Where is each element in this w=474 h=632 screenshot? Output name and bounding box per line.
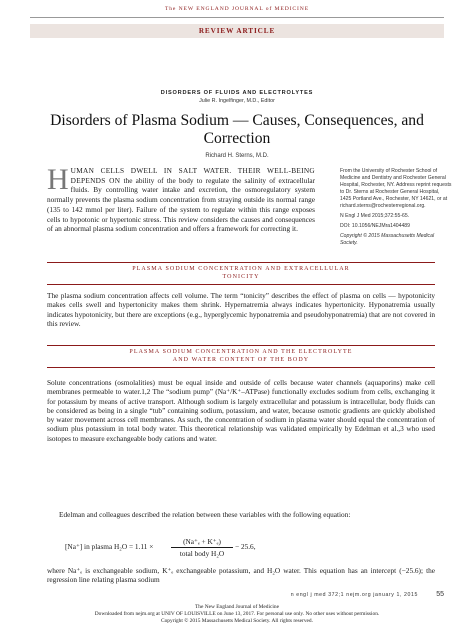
equation-denominator: total body H₂O [179,549,225,558]
download-notice [0,604,474,626]
section-heading-line: TONICITY [222,273,260,280]
page-number: 55 [436,591,444,598]
citation-text: N Engl J Med 2015;372:55-65. [340,213,410,219]
section-body-water-paragraph: Solute concentrations (osmolalities) must be equal inside and outside of cells because water channels (aquaporins) make cell membranes permeable to water.1,2 The “sodium pump” (Na⁺/K⁺–ATPase) functionally excludes sodium from cells, exchanging it for potassium by means of active transport. Although sodium is largely extracellular and potassium is intracellular, body fluids can be considered as being in a single “tub” containing sodium, potassium, and water, because osmotic gradients are quickly abolished by water movement across cell membranes. As such, the concentration of sodium in plasma water should equal the concentration of sodium plus potassium in total body water. This theoretical relationship was validated empirically by Edelman et al.,3 who used isotopes to measure exchangeable body cations and water. [47,378,435,443]
header-rule [30,17,444,18]
author-affiliation-sidebar [340,168,452,250]
running-footer-text: n engl j med 372;1 nejm.org january 1, 2015 [290,592,418,598]
section-heading-tonicity [47,262,435,285]
download-notice-line: Downloaded from nejm.org at UNIV OF LOUISVILLE on June 13, 2017. For personal use only. No other uses without permission. [94,611,380,618]
journal-header: The NEW ENGLAND JOURNAL of MEDICINE [164,6,310,12]
article-author: Richard H. Sterns, M.D. [205,153,269,159]
edelman-equation [65,537,305,561]
drop-cap: H [47,163,69,196]
equation-intro-paragraph: Edelman and colleagues described the relation between these variables with the following equation: [59,510,351,519]
equation-fraction [171,537,233,558]
doi-link[interactable]: DOI: 10.1056/NEJMra1404489 [340,223,410,229]
series-editor: Julie R. Ingelfinger, M.D., Editor [199,98,275,104]
download-notice-line: Copyright © 2015 Massachusetts Medical Society. All rights reserved. [161,618,313,625]
abstract-lead: UMAN CELLS DWELL IN SALT WATER. THEIR WELL-BEING DEPENDS ON [70,166,315,185]
abstract [47,163,316,234]
section-heading-line: AND WATER CONTENT OF THE BODY [172,356,310,363]
equation-explanation-paragraph: where Na⁺ₑ is exchangeable sodium, K⁺ₑ exchangeable potassium, and H₂O water. This equation has an intercept (−25.6); the regression line relating plasma sodium [47,566,435,585]
article-title: Disorders of Plasma Sodium — Causes, Consequences, and Correction [50,112,424,147]
equation-right-side: − 25.6, [235,542,256,551]
section-tonicity-body: The plasma sodium concentration affects cell volume. The term “tonicity” describes the effect of plasma on cells — hypotonicity makes cells swell and hypertonicity makes them shrink. Hypernatremia always indicates hypertonicity. Hyponatremia usually indicates hypotonicity, but there are exceptions (e.g., hyperglycemic hyponatremia and pseudohyponatremia) that are not covered in this review. [47,291,435,328]
abstract-text: the ability of the body to regulate the salinity of extracellular fluids. By controlling water intake and excretion, the osmoregulatory system normally prevents the plasma sodium concentration from straying outside its normal range (135 to 142 mmol per liter). Failure of the system to regulate within this range exposes cells to hypotonic or hypertonic stress. This review considers the causes and consequences of an abnormal plasma sodium concentration and offers a framework for correcting it. [47,175,316,234]
section-heading-line: PLASMA SODIUM CONCENTRATION AND THE ELECTROLYTE [129,349,353,355]
section-heading-line: PLASMA SODIUM CONCENTRATION AND EXTRACELLULAR [132,266,350,272]
copyright-text: Copyright © 2015 Massachusetts Medical Society. [340,233,435,246]
review-article-band: REVIEW ARTICLE [30,24,444,38]
download-notice-line: The New England Journal of Medicine [195,604,279,610]
equation-numerator: (Na⁺ₑ + K⁺ₑ) [171,537,233,548]
section-heading-body-water [47,345,435,368]
equation-left-side: [Na⁺] in plasma H₂O = 1.11 × [65,542,154,551]
affiliation-text: From the University of Rochester School of Medicine and Dentistry and Rochester General Hospital, Rochester, NY. Address reprint requests to Dr. Sterns at Rochester General Hospital, 1425 Portland Ave., Rochester, NY 14621, or at richard.sterns@rochesterregional.org. [340,168,452,209]
running-footer [0,592,444,598]
series-title: DISORDERS OF FLUIDS AND ELECTROLYTES [160,90,314,96]
